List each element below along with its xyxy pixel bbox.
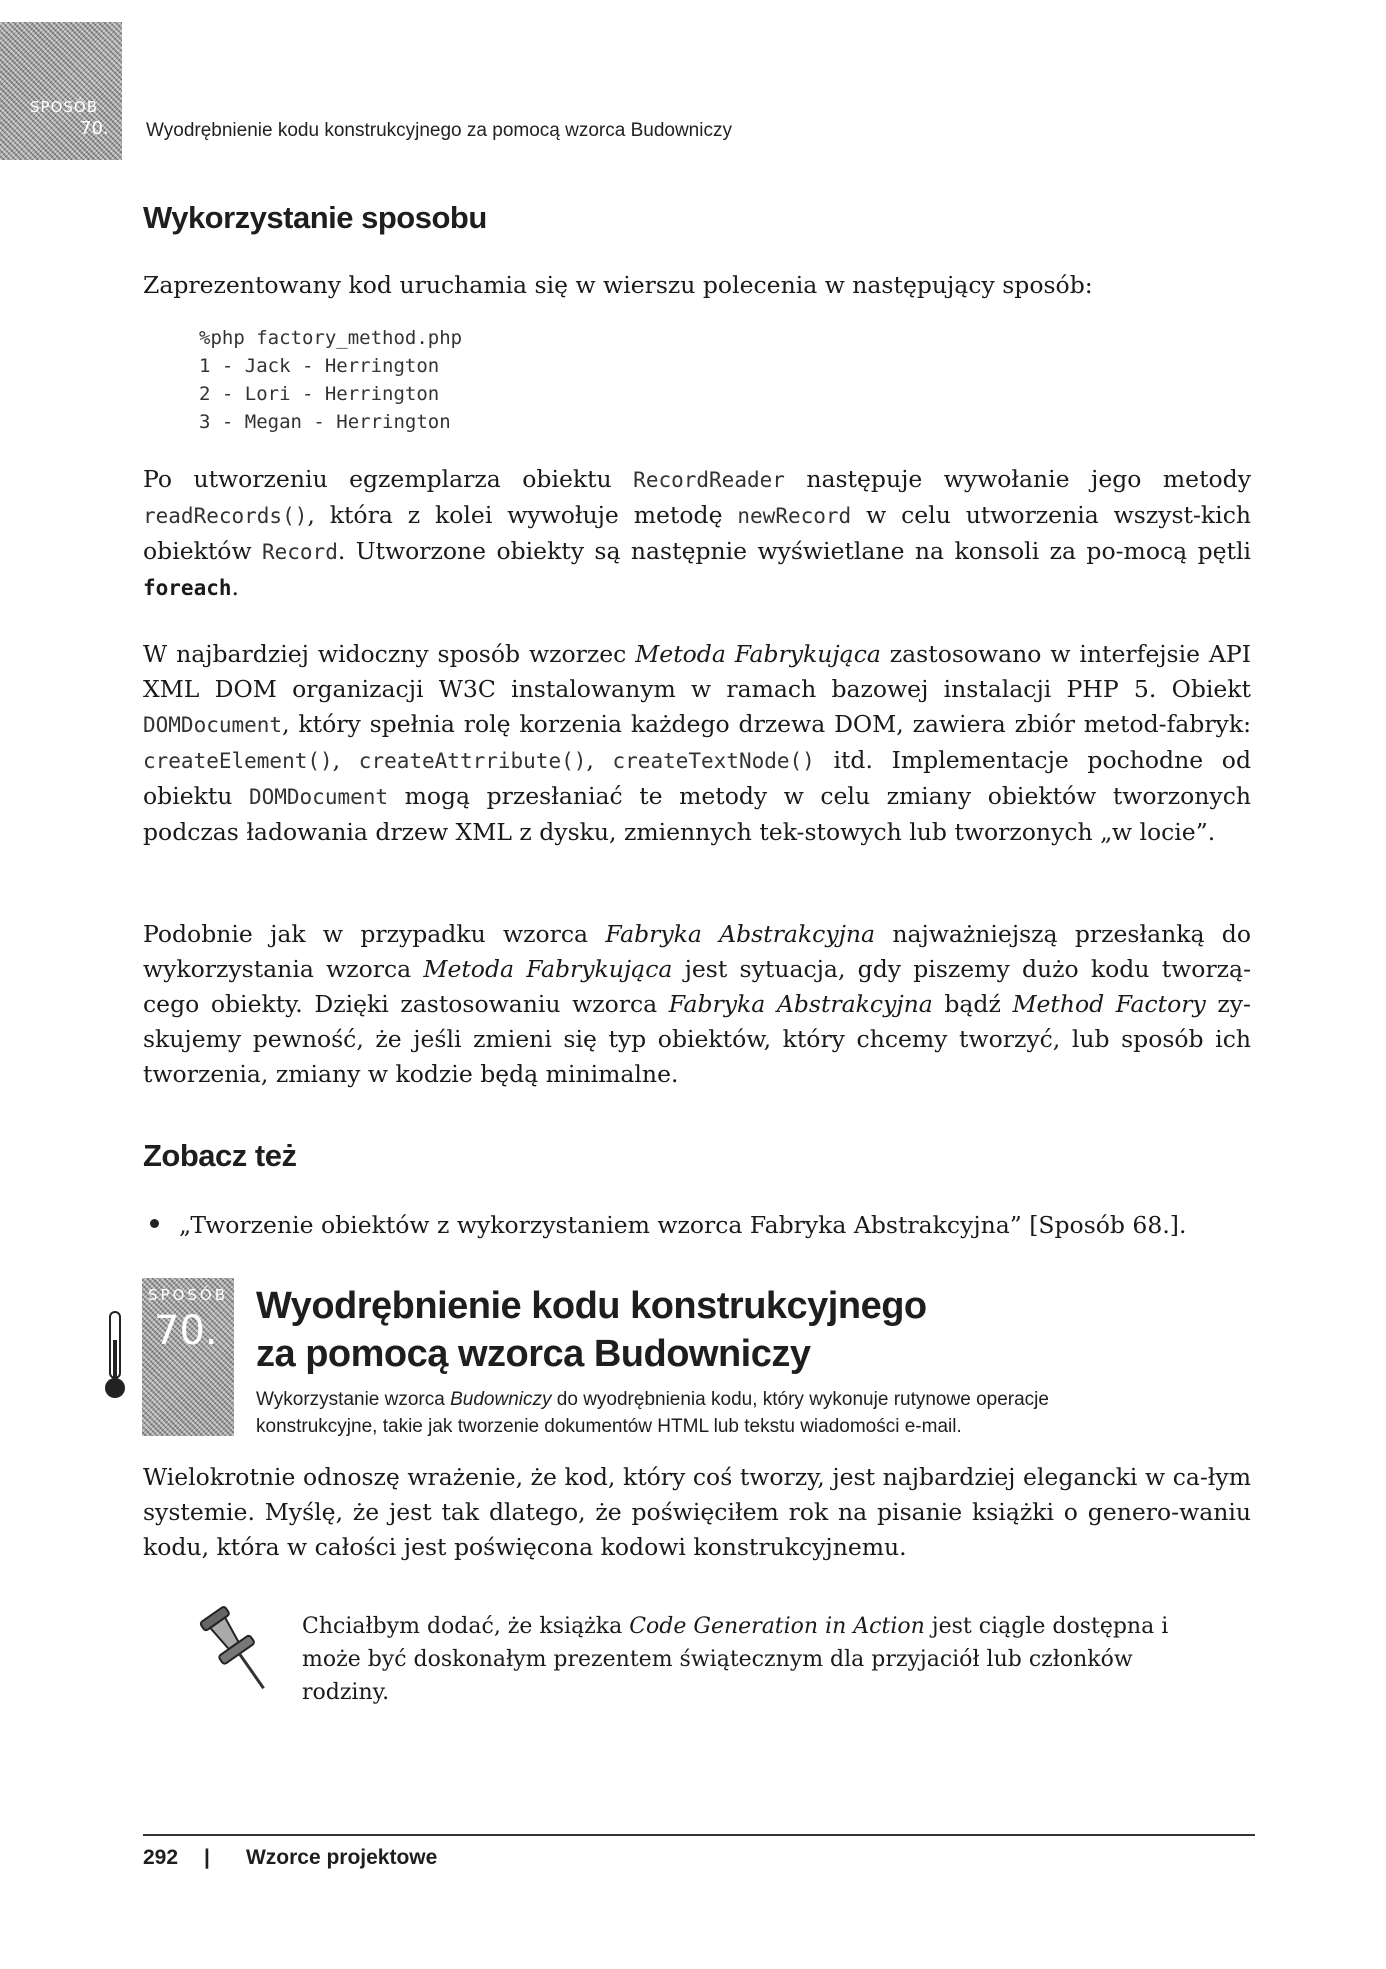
code-line: 2 - Lori - Herrington bbox=[199, 383, 440, 405]
inline-code: Record bbox=[261, 540, 338, 564]
inline-code: createTextNode() bbox=[612, 749, 815, 773]
running-header-title: Wyodrębnienie kodu konstrukcyjnego za pomocą wzorca Budowniczy bbox=[146, 120, 732, 141]
hack-note: Chciałbym dodać, że książka Code Generation in Action jest ciągle dostępna i może być doskonałym prezentem świątecznym dla przyjaciół lub członków rodziny. bbox=[302, 1614, 1169, 1705]
bullet-icon bbox=[150, 1219, 159, 1228]
inline-code: foreach bbox=[143, 576, 232, 600]
code-line: 1 - Jack - Herrington bbox=[199, 355, 440, 377]
page-number: 292 bbox=[143, 1846, 179, 1869]
inline-code: DOMDocument bbox=[143, 713, 283, 737]
code-block bbox=[199, 324, 462, 436]
hack-number-box bbox=[142, 1278, 234, 1436]
hack-corner-tab bbox=[0, 22, 122, 160]
hack-body-paragraph: Wielokrotnie odnoszę wrażenie, że kod, który coś tworzy, jest najbardziej elegancki w ca-łym systemie. Myślę, że jest tak dlatego, że poświęciłem rok na pisanie książki o genero-waniu kodu, która w całości jest poświęcona kodowi konstrukcyjnemu. bbox=[143, 1463, 1251, 1561]
inline-code: createElement() bbox=[143, 749, 333, 773]
inline-code: RecordReader bbox=[633, 468, 785, 492]
intro-paragraph: Zaprezentowany kod uruchamia się w wierszu polecenia w następujący sposób: bbox=[143, 271, 1093, 299]
pushpin-icon bbox=[188, 1600, 288, 1700]
book-title: Wzorce projektowe bbox=[245, 1846, 438, 1869]
hack-title: Wyodrębnienie kodu konstrukcyjnego za pomocą wzorca Budowniczy bbox=[256, 1285, 927, 1375]
hack-label: SPOSÓB bbox=[148, 1286, 228, 1304]
inline-code: createAttrribute() bbox=[358, 749, 587, 773]
code-line: %php factory_method.php bbox=[199, 327, 463, 349]
hack-description: Wykorzystanie wzorca Budowniczy do wyodrębnienia kodu, który wykonuje rutynowe operacje konstrukcyjne, takie jak tworzenie dokumentów HTML lub tekstu wiadomości e-mail. bbox=[256, 1389, 1049, 1437]
footer-separator: | bbox=[204, 1846, 210, 1869]
hack-tab-number: 70. bbox=[80, 118, 109, 139]
section-heading-see-also: Zobacz też bbox=[143, 1138, 297, 1173]
page-footer bbox=[143, 1846, 437, 1870]
section-heading-usage: Wykorzystanie sposobu bbox=[143, 200, 487, 235]
hack-number: 70. bbox=[154, 1308, 218, 1354]
paragraph-abstract-factory: Podobnie jak w przypadku wzorca Fabryka Abstrakcyjna najważniejszą przesłanką do wykorzystania wzorca Metoda Fabrykująca jest sytuacja, gdy piszemy dużo kodu tworzą-cego obiekty. Dzięki zastosowaniu wzorca Fabryka Abstrakcyjna bądź Method Factory zy-skujemy pewność, że jeśli zmieni się typ obiektów, który chcemy tworzyć, lub sposób ich tworzenia, zmiany w kodzie będą minimalne. bbox=[143, 920, 1252, 1088]
code-line: 3 - Megan - Herrington bbox=[199, 411, 451, 433]
inline-code: readRecords() bbox=[143, 504, 308, 528]
paragraph-record-reader: Po utworzeniu egzemplarza obiektu RecordReader następuje wywołanie jego metody readRecords(), która z kolei wywołuje metodę newRecord w celu utworzenia wszyst-kich obiektów Record. Utworzone obiekty są następnie wyświetlane na konsoli za po-mocą pętli foreach. bbox=[143, 465, 1251, 601]
paragraph-dom-api: W najbardziej widoczny sposób wzorzec Metoda Fabrykująca zastosowano w interfejsie API XML DOM organizacji W3C instalowanym w ramach bazowej instalacji PHP 5. Obiekt DOMDocument, który spełnia rolę korzenia każdego drzewa DOM, zawiera zbiór metod-fabryk: createElement(), createAttrribute(), createTextNode() itd. Implementacje pochodne od obiektu DOMDocument mogą przesłaniać te metody w celu zmiany obiektów tworzonych podczas ładowania drzew XML z dysku, zmiennych tek-stowych lub tworzonych „w locie”. bbox=[143, 640, 1252, 846]
see-also-list-item: „Tworzenie obiektów z wykorzystaniem wzorca Fabryka Abstrakcyjna” [Sposób 68.]. bbox=[150, 1208, 1186, 1243]
thermometer-icon bbox=[104, 1310, 126, 1402]
inline-code: DOMDocument bbox=[248, 785, 389, 809]
hack-tab-label: SPOSÓB bbox=[30, 98, 98, 116]
inline-code: newRecord bbox=[737, 504, 852, 528]
footer-rule bbox=[143, 1834, 1255, 1836]
